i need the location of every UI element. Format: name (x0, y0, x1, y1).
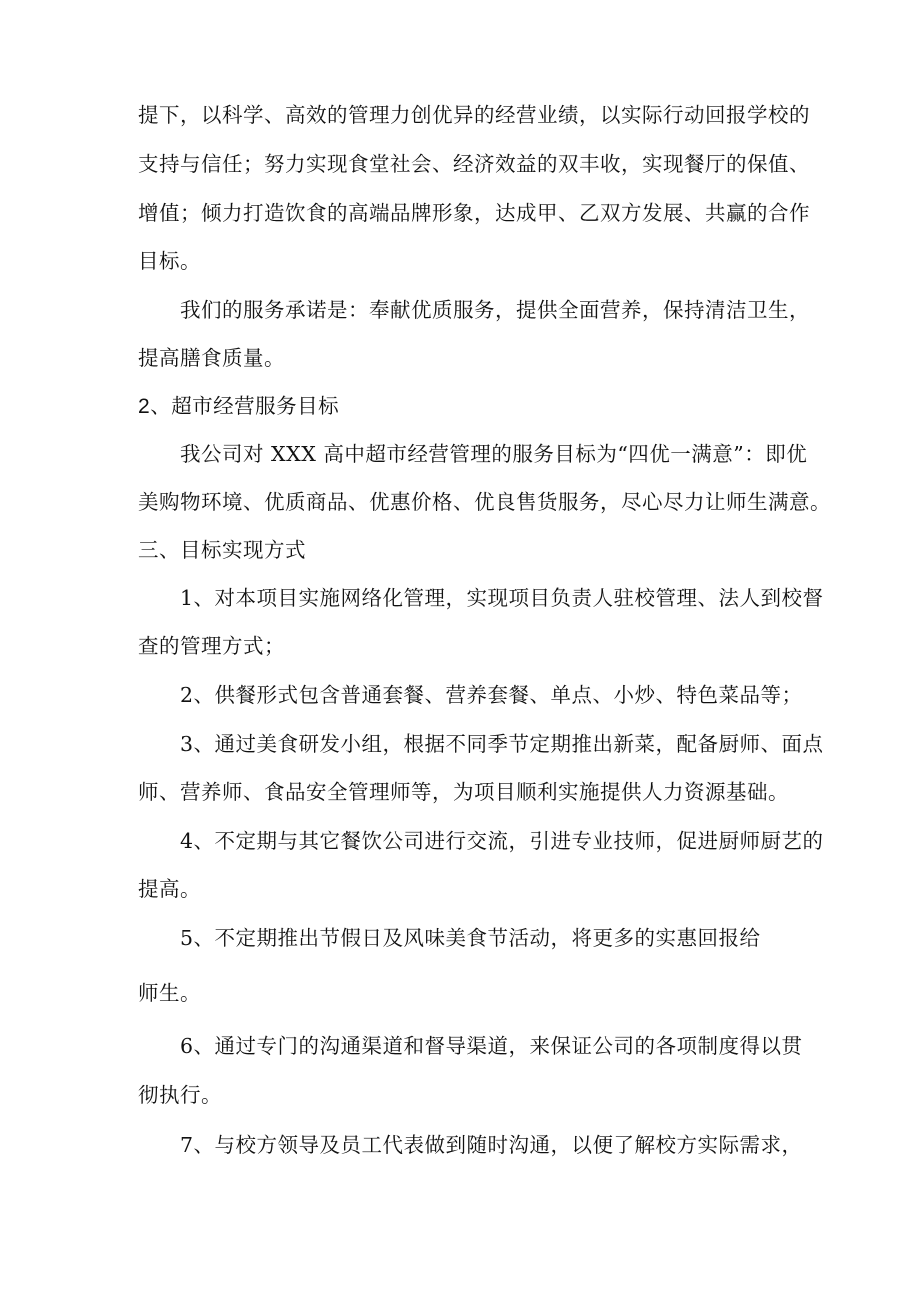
paragraph-line: 美购物环境、优质商品、优惠价格、优良售货服务，尽心尽力让师生满意。 (138, 490, 831, 514)
list-item-line: 3、通过美食研发小组，根据不同季节定期推出新菜，配备厨师、面点 (180, 732, 824, 756)
list-item-line: 师、营养师、食品安全管理师等，为项目顺利实施提供人力资源基础。 (138, 780, 789, 804)
section-heading (138, 393, 339, 420)
list-item-line: 师生。 (138, 981, 201, 1005)
list-item-line: 4、不定期与其它餐饮公司进行交流，引进专业技师，促进厨师厨艺的 (180, 829, 824, 853)
list-item-line: 彻执行。 (138, 1083, 222, 1107)
paragraph-line: 支持与信任；努力实现食堂社会、经济效益的双丰收，实现餐厅的保值、 (138, 152, 810, 176)
list-item-line: 1、对本项目实施网络化管理，实现项目负责人驻校管理、法人到校督 (180, 586, 824, 610)
paragraph-line: 目标。 (138, 249, 201, 273)
list-item-line: 7、与校方领导及员工代表做到随时沟通，以便了解校方实际需求， (180, 1133, 803, 1157)
section-title: 超市经营服务目标 (171, 394, 340, 418)
section-number: 2 (138, 395, 151, 418)
list-item-line: 6、通过专门的沟通渠道和督导渠道，来保证公司的各项制度得以贯 (180, 1034, 803, 1058)
list-item-line: 2、供餐形式包含普通套餐、营养套餐、单点、小炒、特色菜品等； (180, 683, 803, 707)
list-item-line: 查的管理方式； (138, 634, 285, 658)
paragraph-line: 我公司对 XXX 高中超市经营管理的服务目标为“四优一满意”：即优 (180, 442, 808, 466)
list-item-line: 提高。 (138, 877, 201, 901)
section-heading: 三、目标实现方式 (138, 538, 306, 562)
paragraph-line: 我们的服务承诺是：奉献优质服务，提供全面营养，保持清洁卫生， (180, 298, 810, 322)
section-separator: 、 (150, 394, 172, 418)
paragraph-line: 提下，以科学、高效的管理力创优异的经营业绩，以实际行动回报学校的 (138, 103, 810, 127)
list-item-line: 5、不定期推出节假日及风味美食节活动，将更多的实惠回报给 (180, 926, 761, 950)
paragraph-line: 增值；倾力打造饮食的高端品牌形象，达成甲、乙双方发展、共赢的合作 (138, 201, 810, 225)
paragraph-line: 提高膳食质量。 (138, 346, 285, 370)
